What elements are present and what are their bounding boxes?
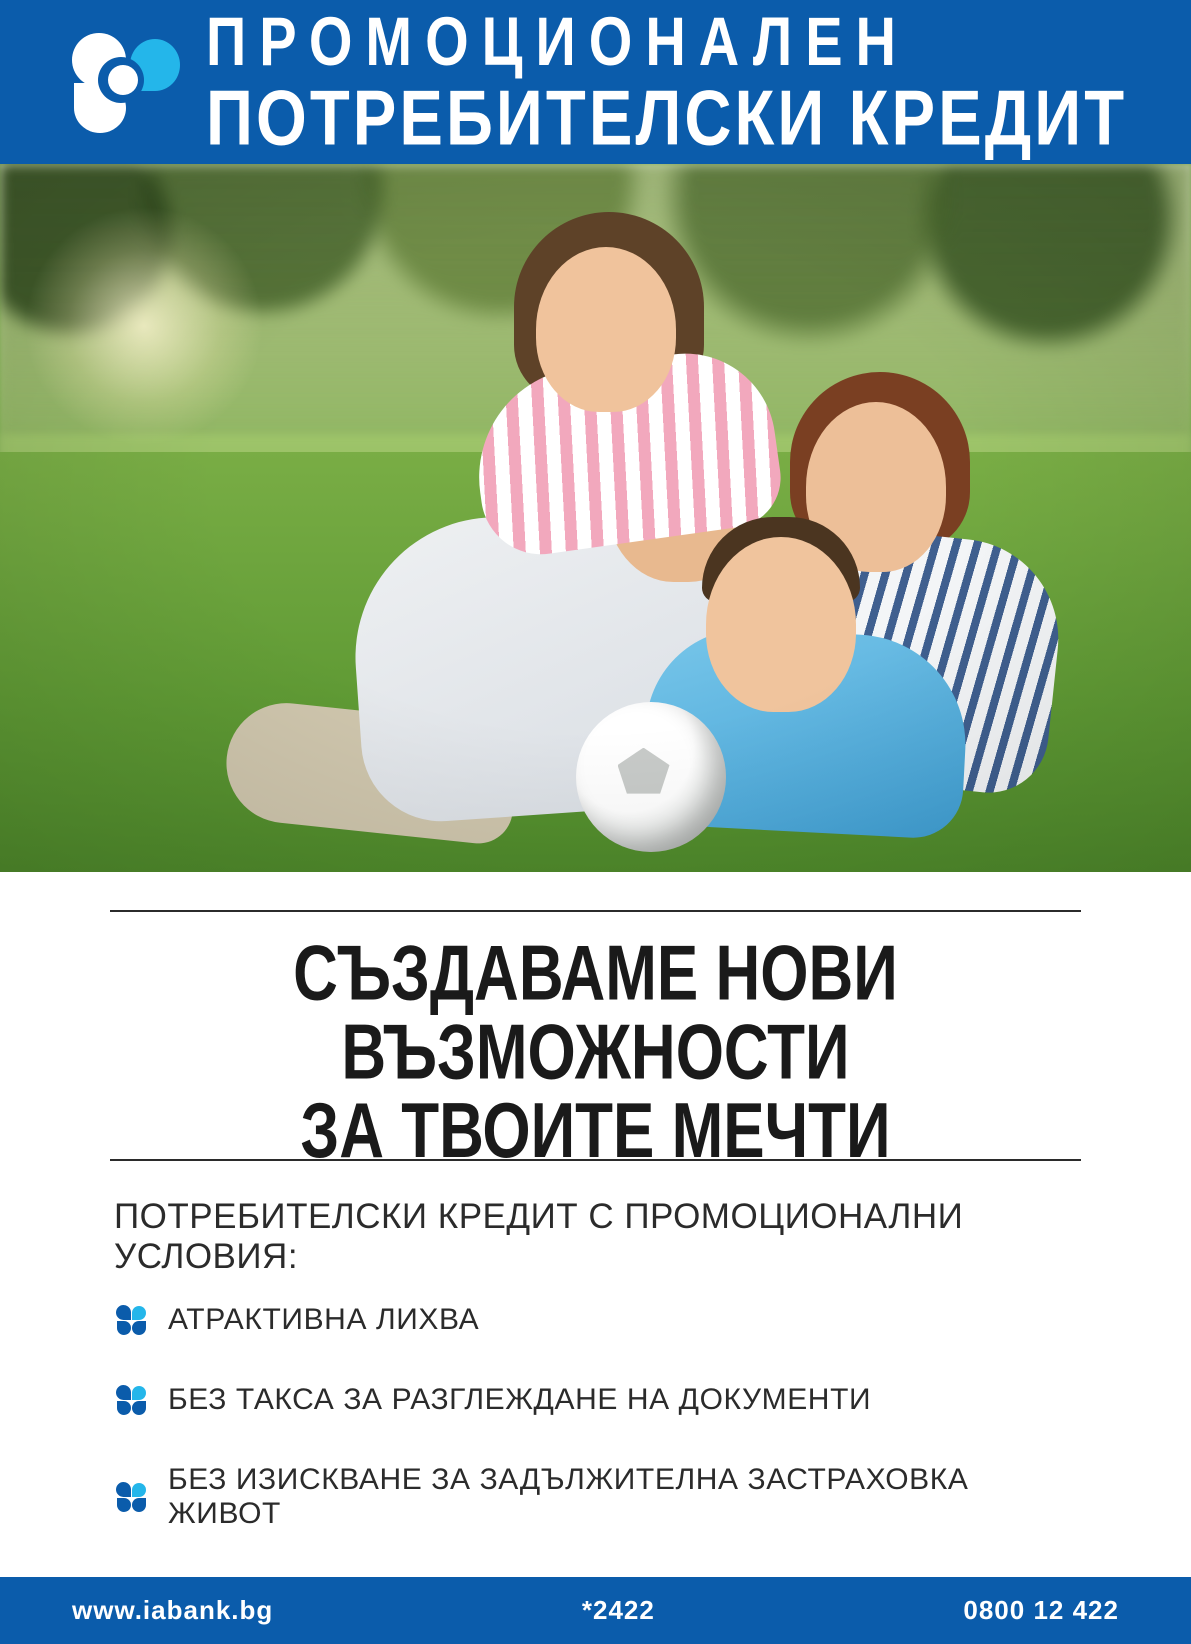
footer-website-link[interactable]: www.iabank.bg <box>72 1595 274 1626</box>
bullet-logo-icon <box>116 1385 146 1415</box>
hero-photo <box>0 164 1191 872</box>
footer-phone-number[interactable]: 0800 12 422 <box>963 1595 1119 1626</box>
header-title-block <box>206 3 1128 162</box>
bullet-label: АТРАКТИВНА ЛИХВА <box>168 1303 480 1337</box>
poster-header <box>0 0 1191 164</box>
bullet-logo-icon <box>116 1482 146 1512</box>
page-title <box>110 912 1081 1189</box>
soccer-ball <box>576 702 726 852</box>
list-item <box>116 1303 1081 1337</box>
bullet-label: БЕЗ ТАКСА ЗА РАЗГЛЕЖДАНЕ НА ДОКУМЕНТИ <box>168 1383 872 1417</box>
benefits-list <box>110 1285 1081 1531</box>
subheading: ПОТРЕБИТЕЛСКИ КРЕДИТ С ПРОМОЦИОНАЛНИ УСЛОВИЯ: <box>114 1197 964 1277</box>
poster-content <box>0 872 1191 1578</box>
list-item <box>116 1463 1081 1531</box>
headline-line1: СЪЗДАВАМЕ НОВИ ВЪЗМОЖНОСТИ <box>293 930 898 1096</box>
header-title-line2: ПОТРЕБИТЕЛСКИ КРЕДИТ <box>206 73 1128 162</box>
header-title-line1: ПРОМОЦИОНАЛЕН <box>206 3 909 80</box>
boy-head <box>706 537 856 712</box>
family-group <box>106 164 1086 872</box>
poster-footer <box>0 1577 1191 1644</box>
girl-head <box>536 247 676 412</box>
bullet-label: БЕЗ ИЗИСКВАНЕ ЗА ЗАДЪЛЖИТЕЛНА ЗАСТРАХОВКА ЖИВОТ <box>168 1463 969 1531</box>
headline-line2: ЗА ТВОИТЕ МЕЧТИ <box>300 1088 891 1175</box>
bullet-logo-icon <box>116 1305 146 1335</box>
footer-short-number[interactable]: *2422 <box>581 1595 655 1626</box>
bank-logo-icon <box>72 33 180 133</box>
list-item <box>116 1383 1081 1417</box>
